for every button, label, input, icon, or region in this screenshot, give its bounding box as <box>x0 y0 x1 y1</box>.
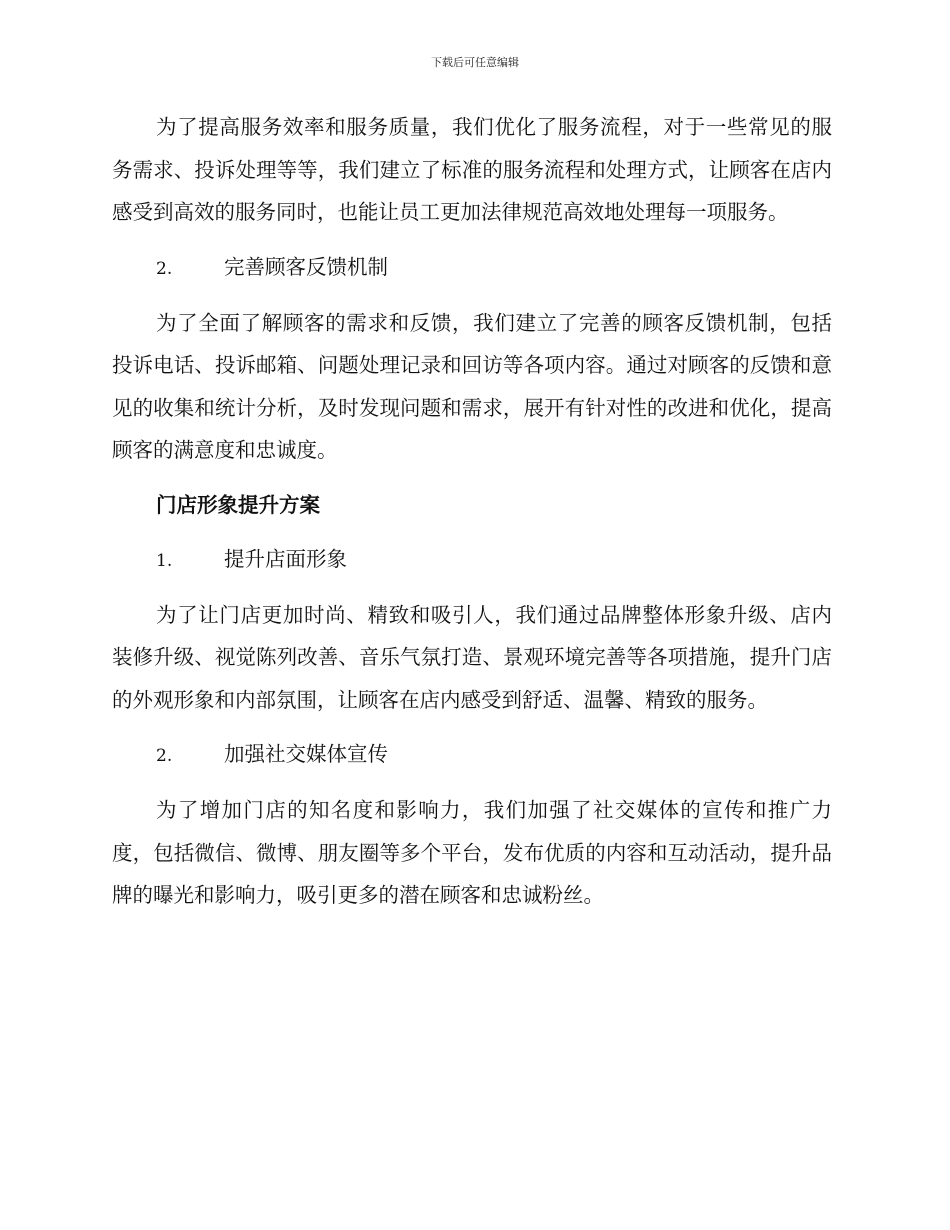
list-item-title: 提升店面形象 <box>224 546 347 571</box>
list-number: 2. <box>156 258 173 279</box>
paragraph-feedback: 为了全面了解顾客的需求和反馈，我们建立了完善的顾客反馈机制，包括投诉电话、投诉邮箱、问题处理记录和回访等各项内容。通过对顾客的反馈和意见的收集和统计分析，及时发现问题和需求，展开有针对性的改进和优化，提高顾客的满意度和忠诚度。 <box>112 310 832 462</box>
list-item-title: 加强社交媒体宣传 <box>224 742 388 766</box>
list-number: 2. <box>156 746 173 766</box>
paragraph-service-process: 为了提高服务效率和服务质量，我们优化了服务流程，对于一些常见的服务需求、投诉处理等等，我们建立了标准的服务流程和处理方式，让顾客在店内感受到高效的服务同时，也能让员工更加法律规范高效地处理每一项服务。 <box>112 115 832 224</box>
paragraph-social-media: 为了增加门店的知名度和影响力，我们加强了社交媒体的宣传和推广力度，包括微信、微博、朋友圈等多个平台，发布优质的内容和互动活动，提升品牌的曝光和影响力，吸引更多的潜在顾客和忠诚粉丝。 <box>112 798 832 907</box>
paragraph-store-image: 为了让门店更加时尚、精致和吸引人，我们通过品牌整体形象升级、店内装修升级、视觉陈列改善、音乐气氛打造、景观环境完善等各项措施，提升门店的外观形象和内部氛围，让顾客在店内感受到舒适、温馨、精致的服务。 <box>112 602 832 712</box>
section-heading: 门店形象提升方案 <box>156 492 320 517</box>
list-item-feedback-mechanism <box>112 246 832 290</box>
list-item-store-image <box>112 538 832 582</box>
list-number: 1. <box>156 550 173 571</box>
header-note: 下载后可任意编辑 <box>431 56 519 69</box>
document-body <box>112 106 832 929</box>
list-item-title: 完善顾客反馈机制 <box>224 254 388 279</box>
list-item-social-media <box>112 733 832 777</box>
